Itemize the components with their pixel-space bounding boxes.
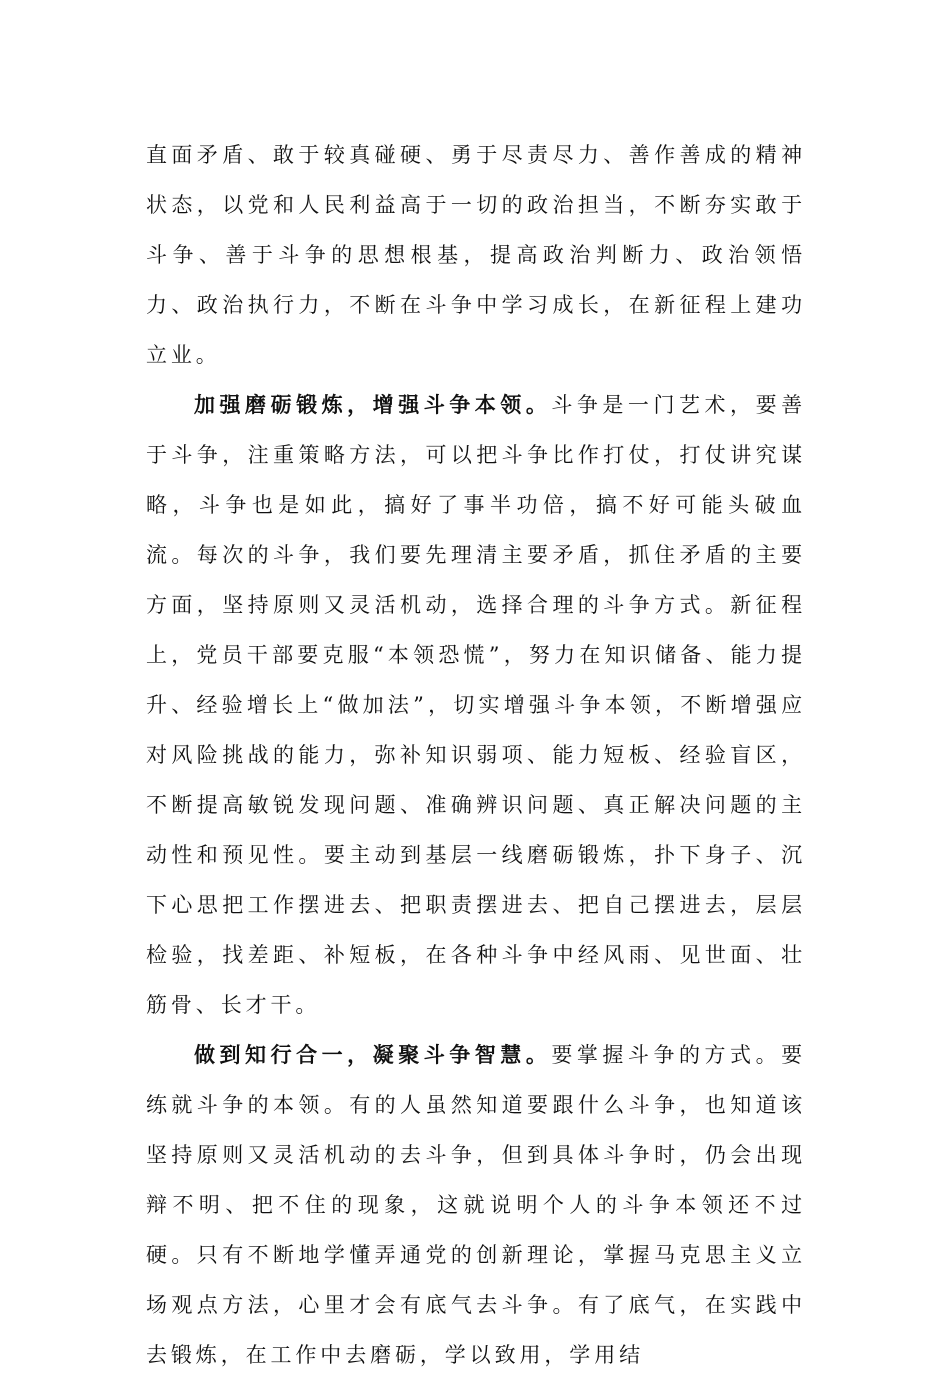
paragraph-heading: 加强磨砺锻炼，增强斗争本领。 xyxy=(194,392,552,417)
paragraph-unity-knowledge-action xyxy=(146,1030,806,1380)
paragraph-continuation xyxy=(146,130,806,380)
paragraph-text: 要掌握斗争的方式。要练就斗争的本领。有的人虽然知道要跟什么斗争，也知道该坚持原则又灵活机动的去斗争，但到具体斗争时，仍会出现辩不明、把不住的现象，这就说明个人的斗争本领还不过硬。只有不断地学懂弄通党的创新理论，掌握马克思主义立场观点方法，心里才会有底气去斗争。有了底气，在实践中去锻炼，在工作中去磨砺，学以致用，学用结 xyxy=(146,1043,806,1367)
paragraph-text: 斗争是一门艺术，要善于斗争，注重策略方法，可以把斗争比作打仗，打仗讲究谋略，斗争也是如此，搞好了事半功倍，搞不好可能头破血流。每次的斗争，我们要先理清主要矛盾，抓住矛盾的主要方面，坚持原则又灵活机动，选择合理的斗争方式。新征程上，党员干部要克服“本领恐慌”，努力在知识储备、能力提升、经验增长上“做加法”，切实增强斗争本领，不断增强应对风险挑战的能力，弥补知识弱项、能力短板、经验盲区，不断提高敏锐发现问题、准确辨识问题、真正解决问题的主动性和预见性。要主动到基层一线磨砺锻炼，扑下身子、沉下心思把工作摆进去、把职责摆进去、把自己摆进去，层层检验，找差距、补短板，在各种斗争中经风雨、见世面、壮筋骨、长才干。 xyxy=(146,393,806,1017)
paragraph-text: 直面矛盾、敢于较真碰硬、勇于尽责尽力、善作善成的精神状态，以党和人民利益高于一切的政治担当，不断夯实敢于斗争、善于斗争的思想根基，提高政治判断力、政治领悟力、政治执行力，不断在斗争中学习成长，在新征程上建功立业。 xyxy=(146,143,806,367)
paragraph-strengthen-skills xyxy=(146,380,806,1030)
document-body xyxy=(146,130,806,1380)
paragraph-heading: 做到知行合一，凝聚斗争智慧。 xyxy=(194,1042,552,1067)
